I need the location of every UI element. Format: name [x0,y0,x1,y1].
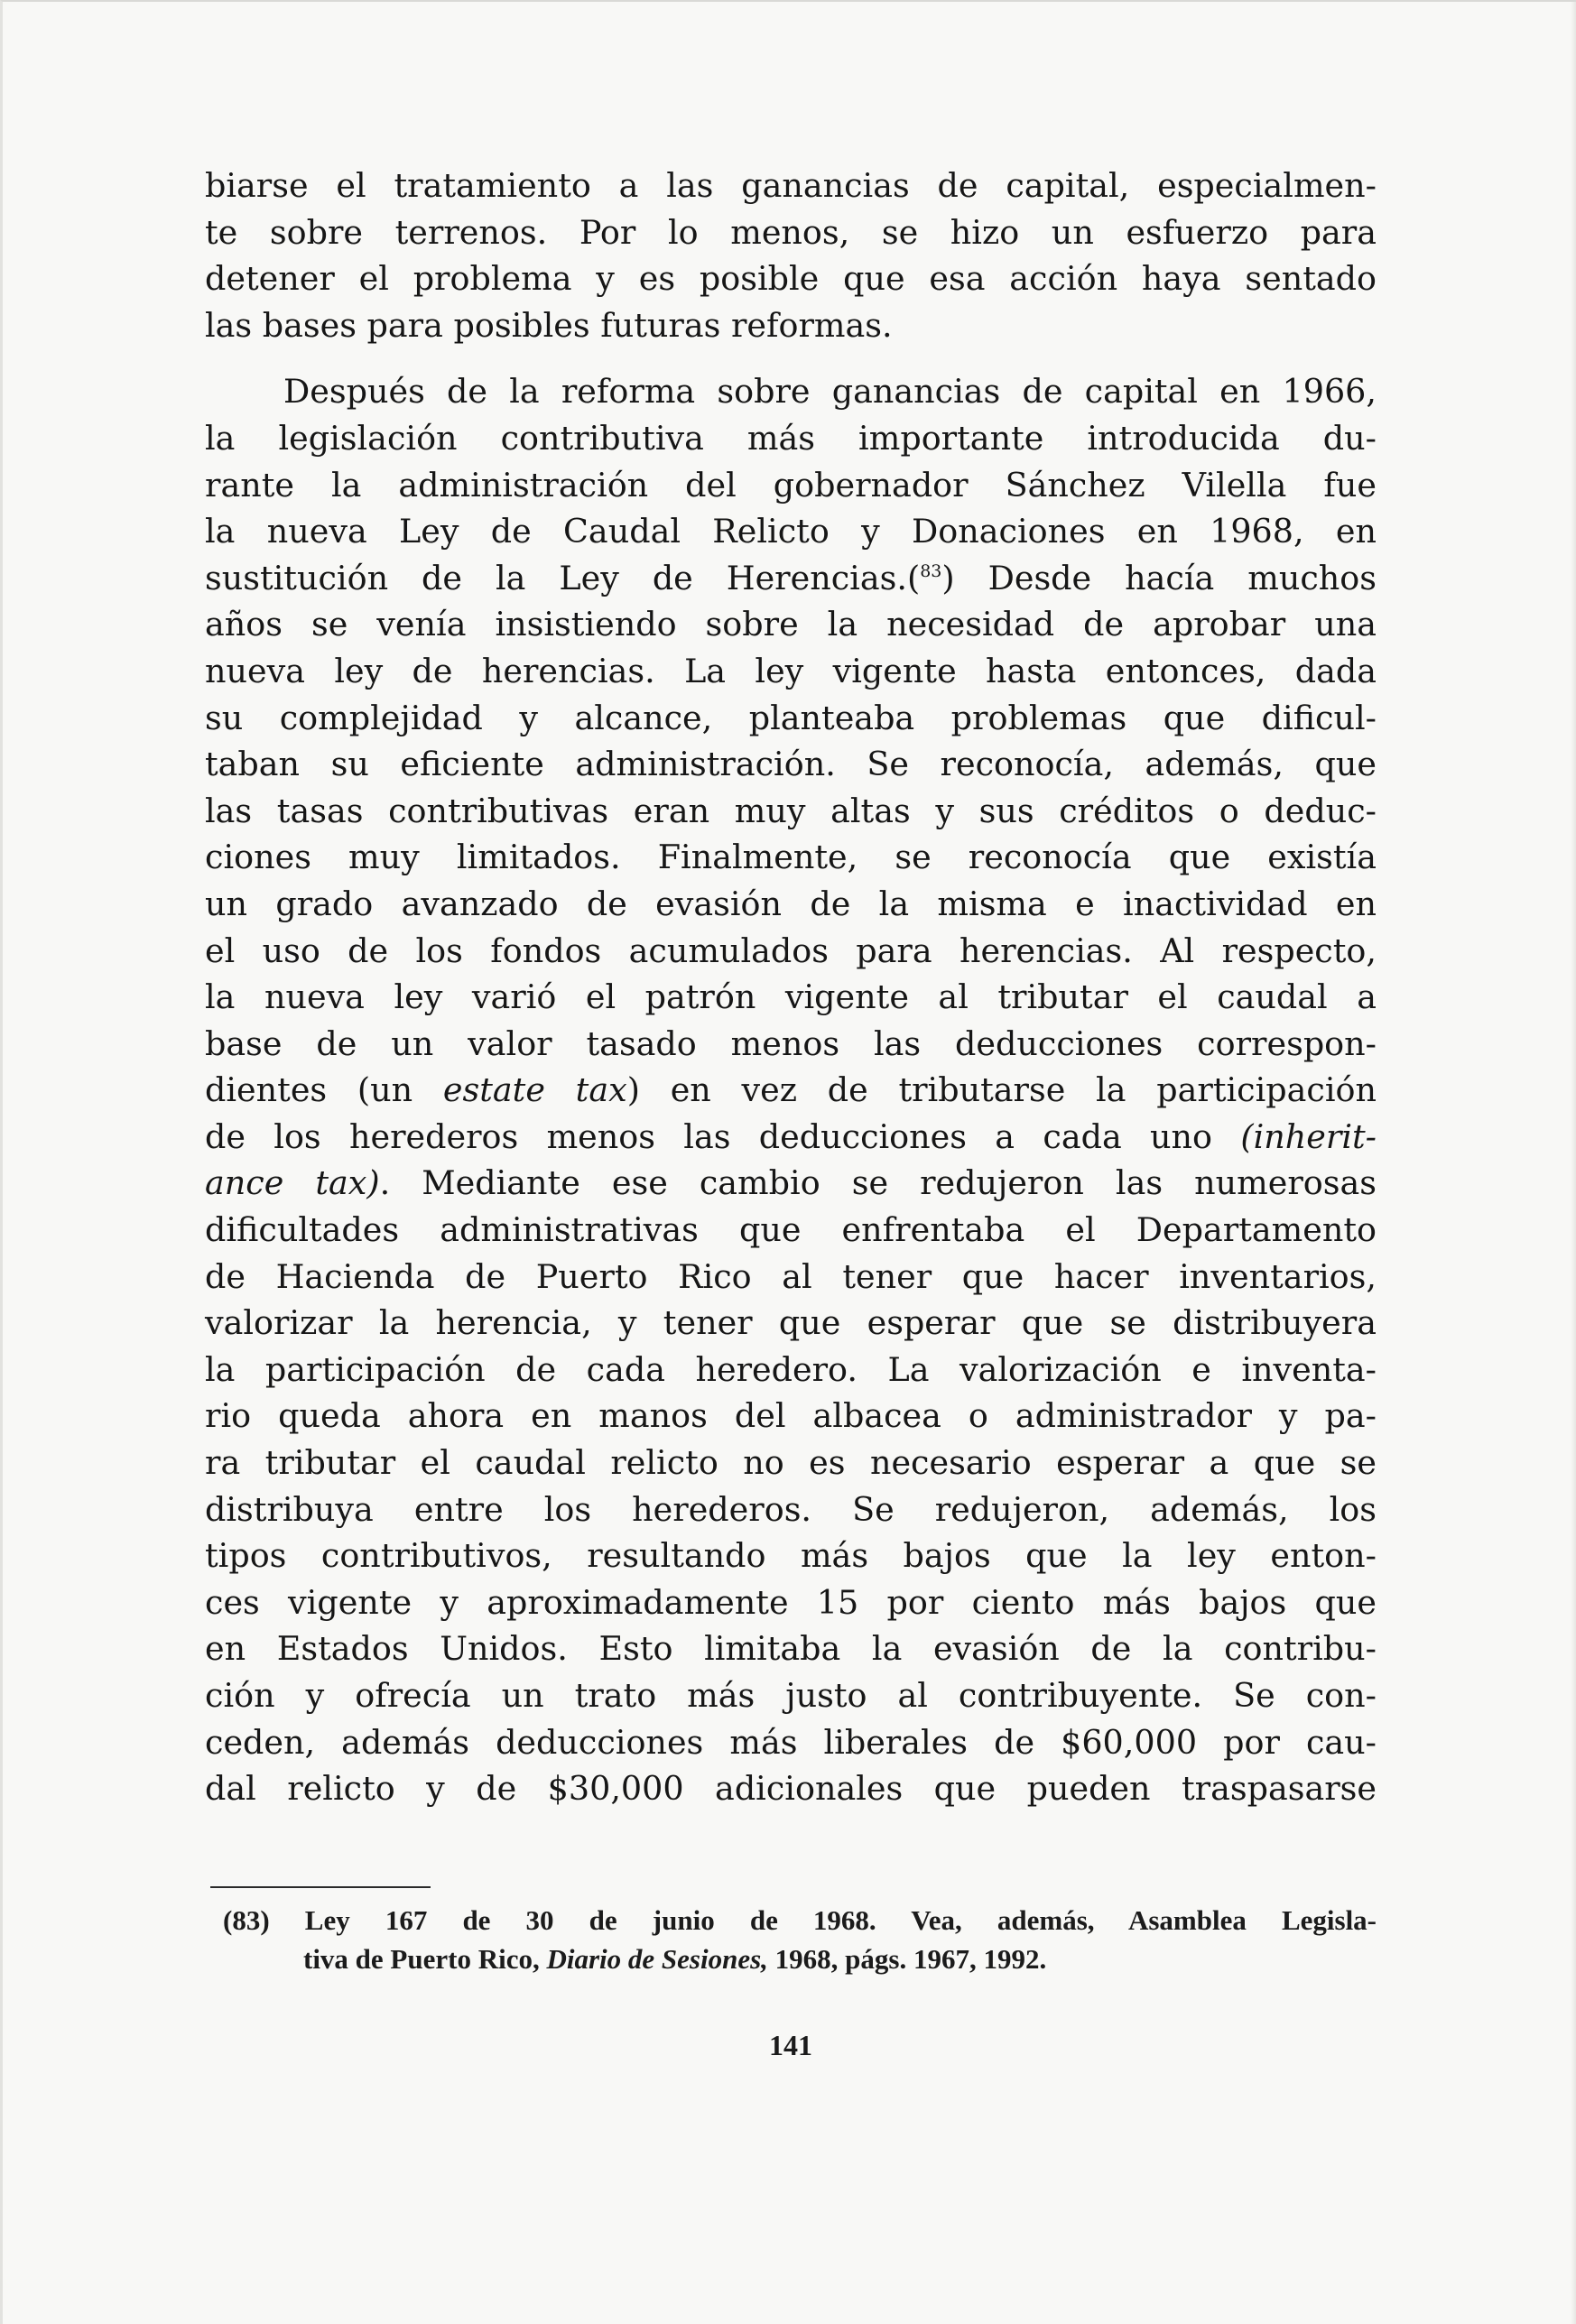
footnote-83 [223,1901,1377,1978]
text-line: ra tributar el caudal relicto no es necesario esperar a que se [205,1443,1377,1483]
text-line: un grado avanzado de evasión de la misma e inactividad en [205,884,1377,923]
footnote-line [223,1901,1377,1940]
text-line: biarse el tratamiento a las ganancias de capital, especialmen- [205,166,1377,205]
text-segment: ) en vez de tributarse la participación [626,1070,1377,1110]
page-edge-shadow [1571,2,1576,2324]
italic-title: Diario de Sesiones, [546,1943,768,1975]
text-line: distribuya entre los herederos. Se redujeron, además, los [205,1489,1377,1529]
italic-term: (inherit- [1240,1116,1377,1156]
footnote-reference: 83 [920,560,942,581]
text-line: ciones muy limitados. Finalmente, se reconocía que existía [205,838,1377,877]
page-number: 141 [769,2029,812,2061]
text-line: ces vigente y aproximadamente 15 por ciento más bajos que [205,1582,1377,1622]
text-line: las bases para posibles futuras reformas. [205,305,893,345]
text-segment: . Mediante ese cambio se redujeron las numerosas [379,1163,1377,1203]
text-line: en Estados Unidos. Esto limitaba la evasión de la contribu- [205,1629,1377,1669]
text-segment: dientes (un [205,1070,443,1110]
text-line: valorizar la herencia, y tener que esperar que se distribuyera [205,1303,1377,1343]
text-line-with-italic [205,1067,1377,1114]
footnote-divider [210,1886,431,1888]
text-line-with-italic [205,1160,1377,1207]
footnote-text: Ley 167 de 30 de junio de 1968. Vea, además, Asamblea Legisla- [304,1904,1377,1936]
text-line: Después de la reforma sobre ganancias de capital en 1966, [283,372,1377,412]
text-line: años se venía insistiendo sobre la necesidad de aprobar una [205,605,1377,644]
footnote-text: 1968, págs. 1967, 1992. [767,1943,1047,1975]
text-line: rante la administración del gobernador Sánchez Vilella fue [205,465,1377,505]
text-segment: ) Desde hacía muchos [941,558,1377,597]
text-line: ción y ofrecía un trato más justo al contribuyente. Se con- [205,1676,1377,1715]
text-line: te sobre terrenos. Por lo menos, se hizo un esfuerzo para [205,212,1377,252]
text-line: su complejidad y alcance, planteaba problemas que dificul- [205,698,1377,737]
text-line: ceden, además deducciones más liberales de $60,000 por cau- [205,1722,1377,1762]
text-line: rio queda ahora en manos del albacea o administrador y pa- [205,1396,1377,1436]
text-line-with-italic [205,1114,1377,1161]
text-line: dal relicto y de $30,000 adicionales que pueden traspasarse [205,1769,1377,1809]
text-line: de Hacienda de Puerto Rico al tener que hacer inventarios, [205,1256,1377,1296]
text-line: tipos contributivos, resultando más bajos que la ley enton- [205,1536,1377,1576]
text-line: dificultades administrativas que enfrentaba el Departamento [205,1210,1377,1250]
text-line: base de un valor tasado menos las deducciones correspon- [205,1023,1377,1063]
text-line: las tasas contributivas eran muy altas y sus créditos o deduc- [205,791,1377,830]
text-line: nueva ley de herencias. La ley vigente hasta entonces, dada [205,651,1377,690]
italic-term: ance tax) [205,1163,380,1203]
text-line: la participación de cada heredero. La valorización e inventa- [205,1349,1377,1389]
text-segment: de los herederos menos las deducciones a cada uno [205,1116,1241,1156]
text-line: la legislación contributiva más importante introducida du- [205,418,1377,458]
text-line: detener el problema y es posible que esa acción haya sentado [205,259,1377,299]
text-line-with-footnote-ref [205,555,1377,602]
footnote-number: (83) [223,1904,270,1936]
main-text [205,162,1377,1812]
footnote-line [223,1940,1377,1978]
text-segment: sustitución de la Ley de Herencias.( [205,558,921,597]
text-line: la nueva Ley de Caudal Relicto y Donaciones en 1968, en [205,512,1377,551]
paragraph-1 [205,162,1377,348]
text-line: el uso de los fondos acumulados para herencias. Al respecto, [205,931,1377,970]
italic-term: estate tax [442,1070,627,1110]
text-line: la nueva ley varió el patrón vigente al tributar el caudal a [205,977,1377,1017]
text-line: taban su eficiente administración. Se reconocía, además, que [205,745,1377,784]
footnote-text: tiva de Puerto Rico, [303,1943,547,1975]
paragraph-2 [205,368,1377,1811]
